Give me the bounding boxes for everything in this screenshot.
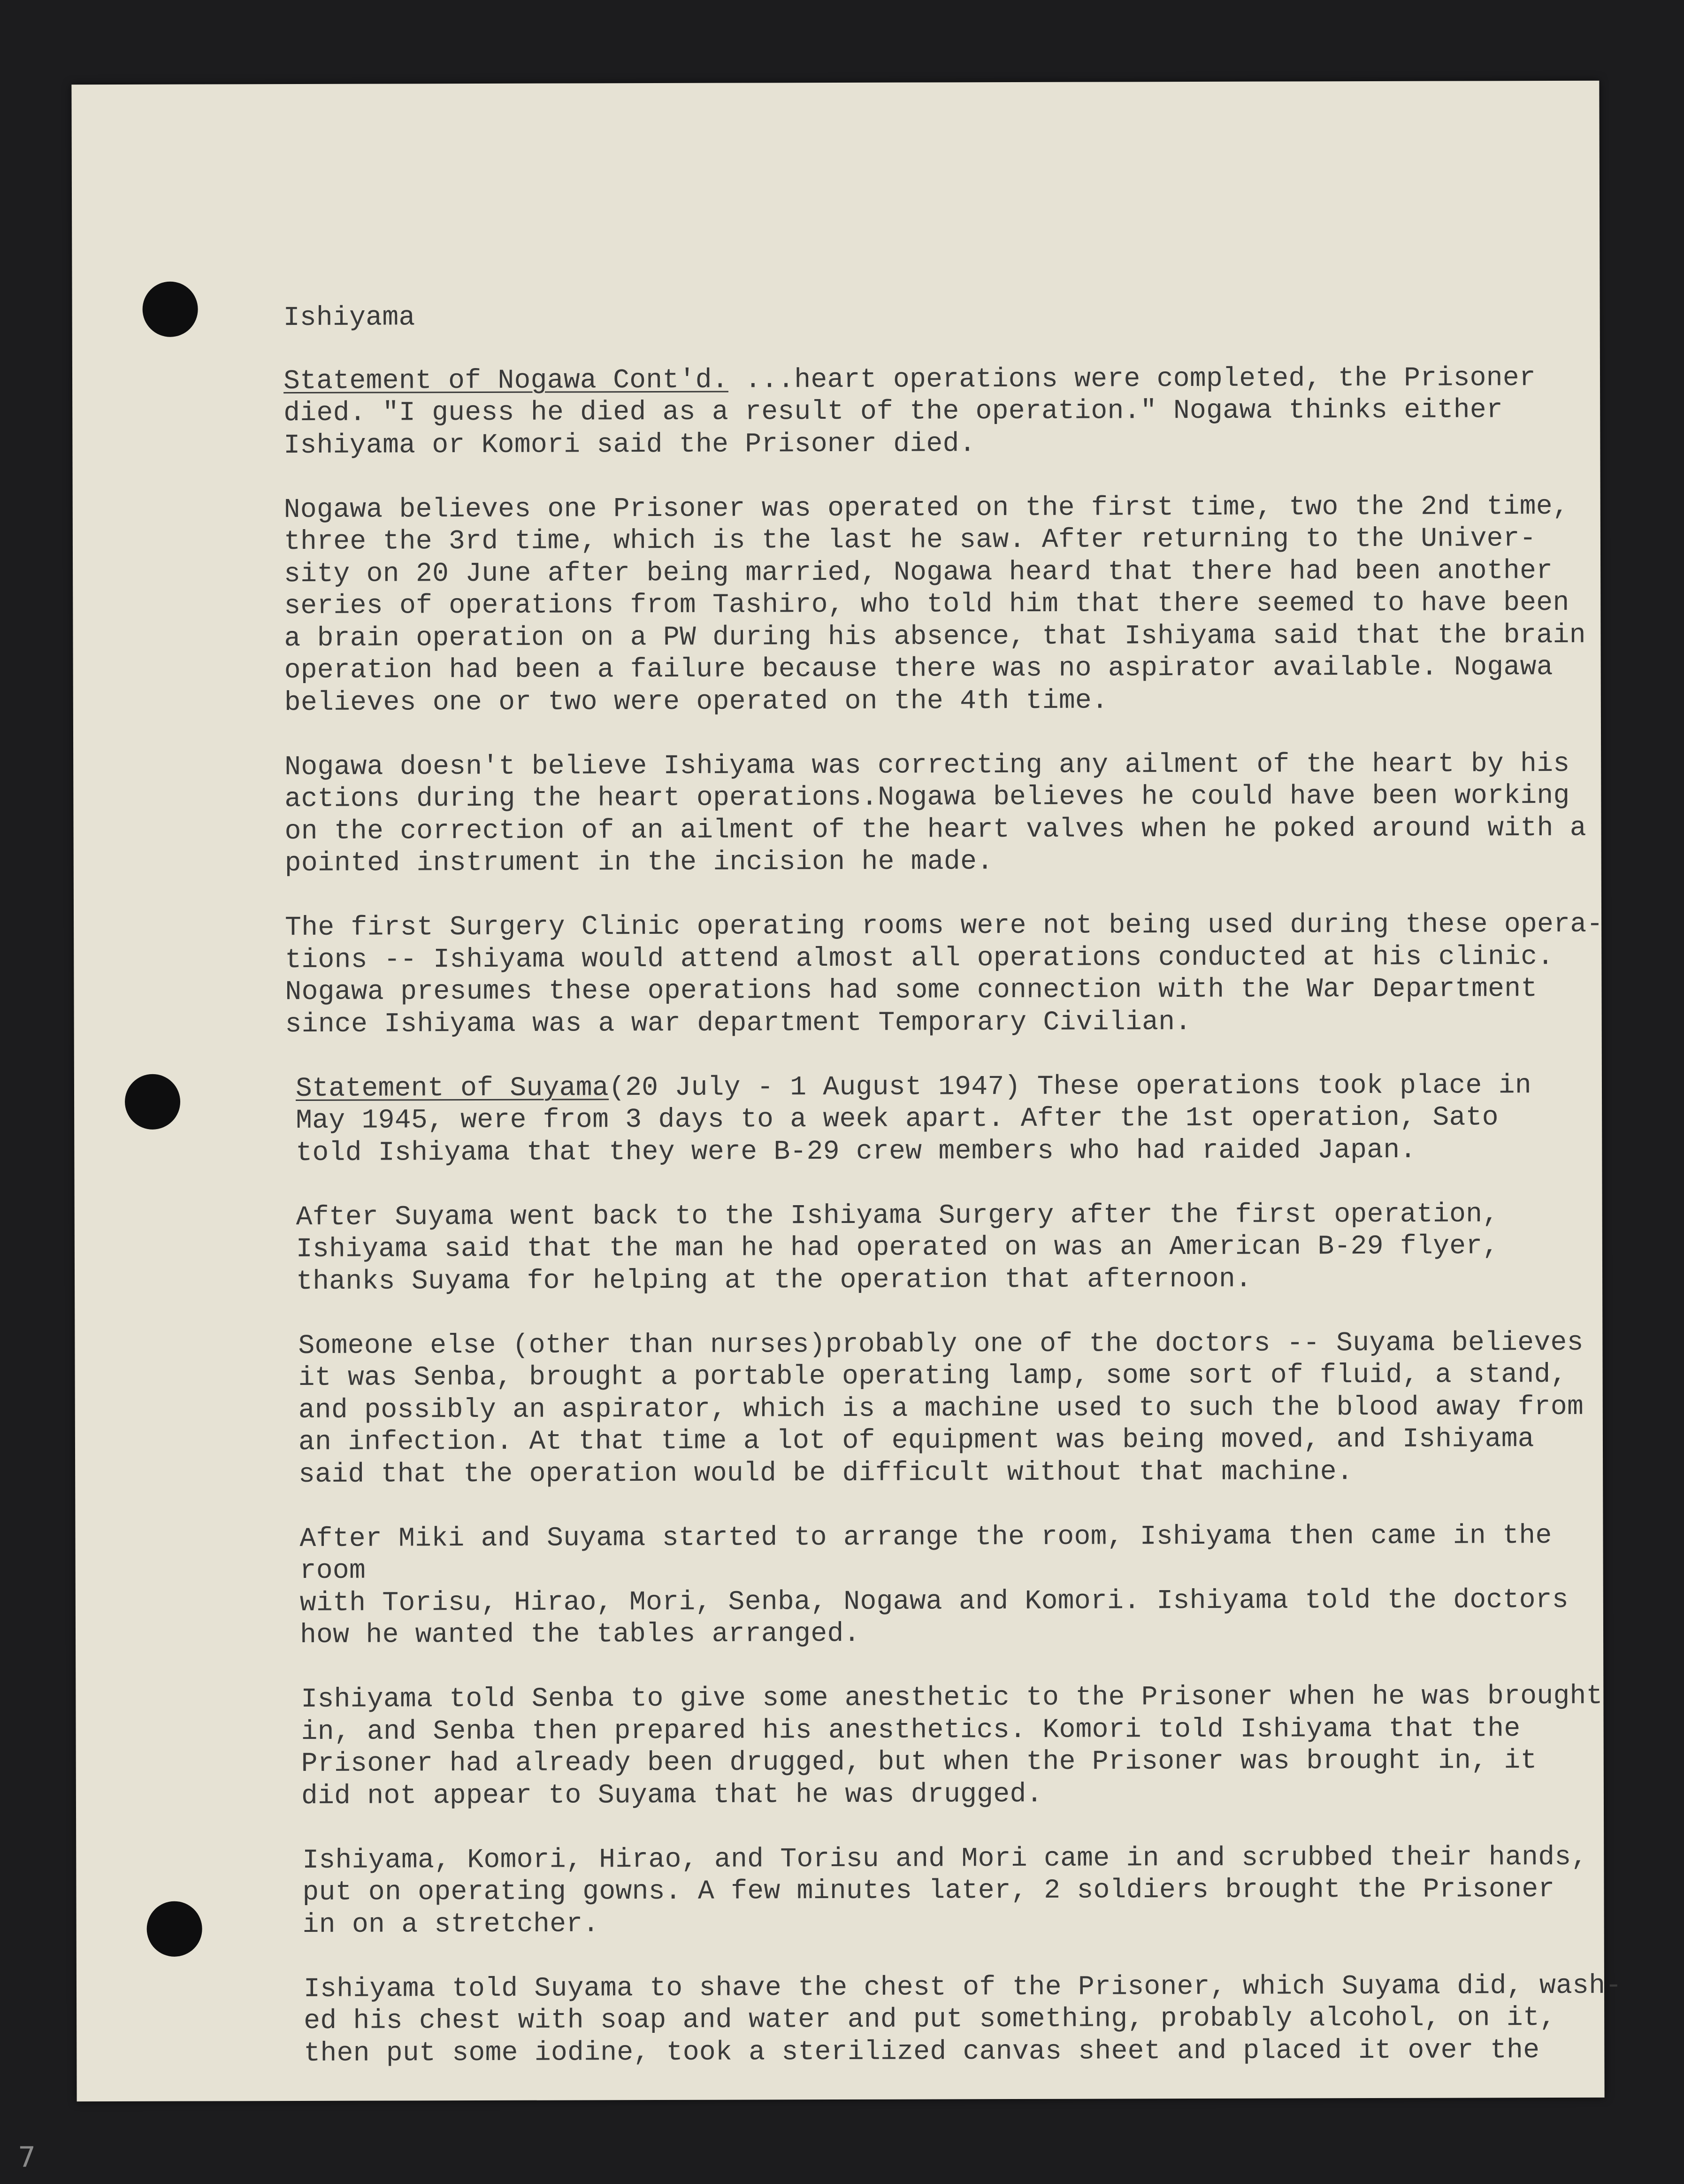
paragraph: Ishiyama told Senba to give some anesthetic to the Prisoner when he was brought in, and Senba then prepared his anesthetics. Komori told Ishiyama that the Prisoner had already been drugged, but when the Prisoner was brought in, it did not appear to Suyama that he was drugged. xyxy=(301,1681,1603,1812)
paragraph: The first Surgery Clinic operating rooms were not being used during these opera- tions -- Ishiyama would attend almost all operations conducted at his clinic. Nogawa presumes these operations had some connection with the War Department since Ishiyama was a war department Temporary Civilian. xyxy=(285,909,1603,1040)
paragraph: Ishiyama, Komori, Hirao, and Torisu and Mori came in and scrubbed their hands, put on operating gowns. A few minutes later, 2 soldiers brought the Prisoner in on a stretcher. xyxy=(302,1842,1588,1940)
punch-hole-bottom xyxy=(147,1901,202,1957)
punch-hole-top xyxy=(142,282,198,337)
paragraph: After Suyama went back to the Ishiyama Surgery after the first operation, Ishiyama said that the man he had operated on was an American B-29 flyer, thanks Suyama for helping at the operation that afternoon. xyxy=(296,1199,1499,1297)
paragraph-suyama xyxy=(285,1069,1623,1169)
paragraph-nogawa-contd xyxy=(283,362,1622,462)
punch-hole-middle xyxy=(125,1074,180,1130)
section-heading-nogawa: Statement of Nogawa Cont'd. xyxy=(283,365,728,397)
paragraph: Nogawa doesn't believe Ishiyama was correcting any ailment of the heart by his actions during the heart operations.Nogawa believes he could have been working on the correction of an ailment of the heart valves when he poked around with a pointed instrument in the incision he made. xyxy=(284,748,1586,879)
page-header: Ishiyama xyxy=(283,302,415,334)
paragraph-text: ...heart operations were completed, the Prisoner died. "I guess he died as a result of the operation." Nogawa thinks either Ishiyama or Komori said the Prisoner died. xyxy=(283,362,1536,461)
corner-mark: 7 xyxy=(18,2141,36,2174)
document-body xyxy=(283,299,1626,2102)
paragraph-text: (20 July - 1 August 1947) These operations took place in May 1945, were from 3 days to a week apart. After the 1st operation, Sato told Ishiyama that they were B-29 crew members who had raided Japan. xyxy=(296,1070,1531,1169)
section-heading-suyama: Statement of Suyama xyxy=(295,1072,609,1104)
paragraph: Someone else (other than nurses)probably one of the doctors -- Suyama believes it was Senba, brought a portable operating lamp, some sort of fluid, a stand, and possibly an aspirator, which is a machine used to such the blood away from an infection. At that time a lot of equipment was being moved, and Ishiyama said that the operation would be difficult without that machine. xyxy=(298,1327,1584,1490)
typed-page xyxy=(71,81,1622,2102)
paragraph: Nogawa believes one Prisoner was operated on the first time, two the 2nd time, three the 3rd time, which is the last he saw. After returning to the Univer- sity on 20 June after being married, Nogawa heard that there had been another series of operations from Tashiro, who told him that there seemed to have been a brain operation on a PW during his absence, that Ishiyama said that the brain operation had been a failure because there was no aspirator available. Nogawa believes one or two were operated on the 4th time. xyxy=(283,491,1586,718)
paragraph: After Miki and Suyama started to arrange the room, Ishiyama then came in the room with Torisu, Hirao, Mori, Senba, Nogawa and Komori. Ishiyama told the doctors how he wanted the tables arranged. xyxy=(299,1520,1569,1651)
paragraph: Ishiyama told Suyama to shave the chest of the Prisoner, which Suyama did, wash- ed his chest with soap and water and put something, probably alcohol, on it, then put some iodine, took a sterilized canvas sheet and placed it over the xyxy=(303,1970,1622,2069)
